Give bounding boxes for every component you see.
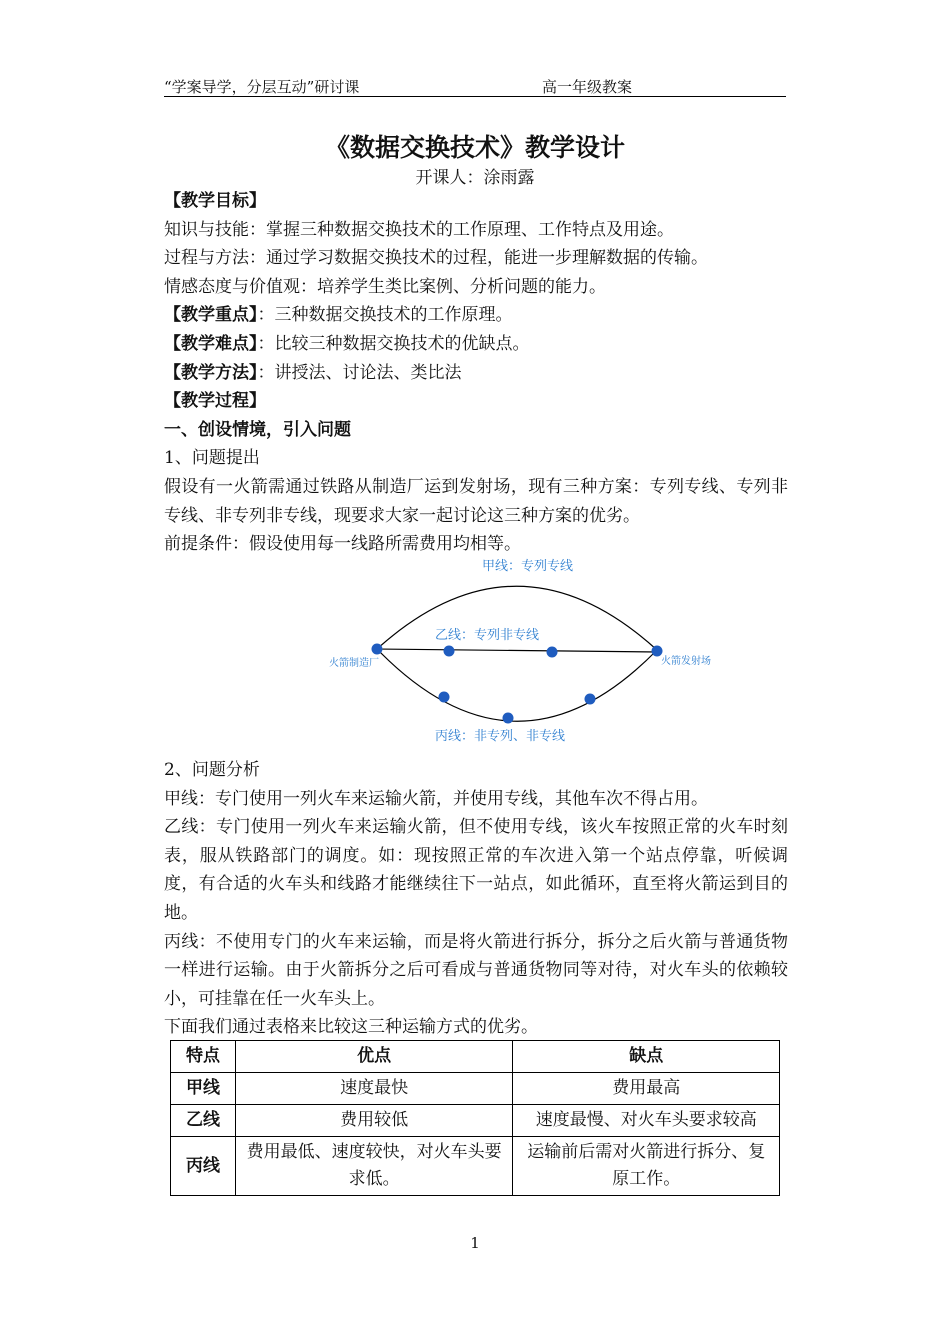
line-c-arc [377, 649, 657, 721]
table-cell: 速度最快 [235, 1073, 513, 1105]
difficulty-text: ：比较三种数据交换技术的优缺点。 [257, 333, 530, 354]
methods-line [164, 359, 788, 388]
line-b-label: 乙线：专列非专线 [435, 628, 540, 643]
objective-process: 过程与方法：通过学习数据交换技术的过程，能进一步理解数据的传输。 [164, 248, 708, 269]
table-header-cell: 特点 [171, 1041, 236, 1073]
line-b-straight [377, 649, 657, 652]
node-c2 [503, 713, 514, 724]
page-number: 1 [470, 1234, 480, 1252]
page-header [164, 74, 786, 97]
section1-heading: 一、创设情境，引入问题 [164, 419, 351, 440]
rail-route-diagram [320, 553, 740, 748]
node-c1 [439, 692, 450, 703]
objective-attitude: 情感态度与价值观：培养学生类比案例、分析问题的能力。 [164, 276, 606, 297]
objectives-heading: 【教学目标】 [164, 191, 266, 211]
node-start [372, 644, 383, 655]
key-point-label: 【教学重点】 [164, 305, 258, 326]
document-title: 《数据交换技术》教学设计 [324, 133, 625, 162]
end-label: 火箭发射场 [661, 656, 711, 667]
difficulty-line [164, 330, 788, 359]
table-header-row [171, 1041, 780, 1073]
objective-knowledge: 知识与技能：掌握三种数据交换技术的工作原理、工作特点及用途。 [164, 219, 674, 240]
line-a-label: 甲线：专列专线 [482, 559, 574, 574]
key-point-line [164, 301, 788, 330]
table-cell: 费用最低、速度较快，对火车头要求低。 [235, 1137, 513, 1196]
start-label: 火箭制造厂 [329, 658, 379, 669]
subsection2-heading: 2、问题分析 [164, 760, 260, 780]
author-line: 开课人：涂雨露 [415, 168, 535, 188]
table-header-cell: 缺点 [513, 1041, 780, 1073]
table-cell: 费用最高 [513, 1073, 780, 1105]
analysis-line-a: 甲线：专门使用一列火车来运输火箭，并使用专线，其他车次不得占用。 [164, 788, 708, 809]
difficulty-label: 【教学难点】 [164, 333, 258, 354]
node-end [652, 646, 663, 657]
analysis-section [164, 756, 788, 1042]
table-row [171, 1073, 780, 1105]
table-header-cell: 优点 [235, 1041, 513, 1073]
table-row [171, 1105, 780, 1137]
analysis-line-b: 乙线：专门使用一列火车来运输火箭，但不使用专线，该火车按照正常的火车时刻表，服从铁路部门的调度。如：现按照正常的车次进入第一个站点停靠，听候调度，有合适的火车头和线路才能继续往下一站点，如此循环，直至将火箭运到目的地。 [164, 817, 788, 923]
node-b2 [547, 647, 558, 658]
table-cell: 运输前后需对火箭进行拆分、复原工作。 [513, 1137, 780, 1196]
comparison-table [170, 1040, 780, 1196]
table-cell: 速度最慢、对火车头要求较高 [513, 1105, 780, 1137]
main-content [164, 187, 788, 559]
key-point-text: ：三种数据交换技术的工作原理。 [257, 305, 513, 326]
premise-paragraph: 前提条件：假设使用每一线路所需费用均相等。 [164, 534, 521, 555]
line-c-label: 丙线：非专列、非专线 [435, 729, 566, 744]
table-cell: 甲线 [171, 1073, 236, 1105]
subsection1-heading: 1、问题提出 [164, 448, 260, 469]
table-cell: 丙线 [171, 1137, 236, 1196]
node-c3 [585, 694, 596, 705]
analysis-line-c: 丙线：不使用专门的火车来运输，而是将火箭进行拆分，拆分之后火箭与普通货物一样进行运输。由于火箭拆分之后可看成与普通货物同等对待，对火车头的依赖较小，可挂靠在任一火车头上。 [164, 931, 788, 1009]
header-course: “学案导学，分层互动”研讨课 [164, 78, 360, 96]
node-b1 [444, 646, 455, 657]
methods-label: 【教学方法】 [164, 362, 258, 383]
problem-paragraph: 假设有一火箭需通过铁路从制造厂运到发射场，现有三种方案：专列专线、专列非专线、非专列非专线，现要求大家一起讨论这三种方案的优劣。 [164, 476, 788, 526]
table-cell: 费用较低 [235, 1105, 513, 1137]
analysis-table-intro: 下面我们通过表格来比较这三种运输方式的优劣。 [164, 1017, 538, 1038]
header-grade: 高一年级教案 [542, 78, 633, 96]
methods-text: ：讲授法、讨论法、类比法 [257, 362, 462, 383]
table-cell: 乙线 [171, 1105, 236, 1137]
process-heading: 【教学过程】 [164, 391, 266, 412]
table-row [171, 1137, 780, 1196]
